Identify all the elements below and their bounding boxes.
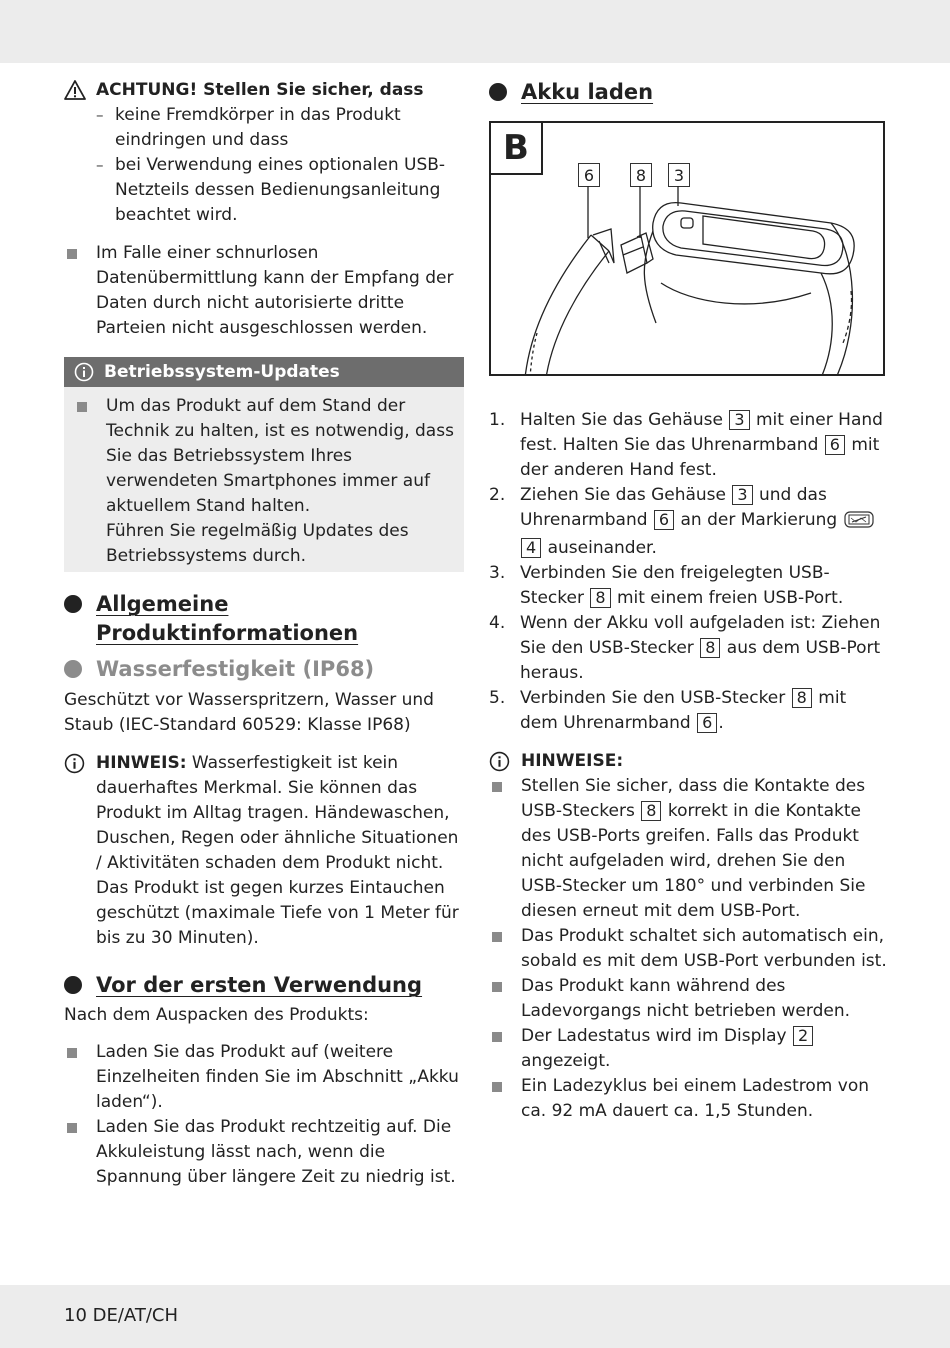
section-heading-water (64, 655, 464, 684)
list-item: Stellen Sie sicher, dass die Kontakte des USB-Steckers 8 korrekt in die Kontakte des USB-Ports greifen. Falls das Produkt nicht aufgeladen wird, drehen Sie den USB-Stecker um 180° und verbinden Sie diesen erneut mit dem USB-Port. (489, 774, 889, 924)
square-bullet-icon (67, 1123, 77, 1133)
list-item: Der Ladestatus wird im Display 2 angezeigt. (489, 1024, 889, 1074)
ref-number: 8 (792, 688, 812, 708)
left-column (64, 78, 464, 1190)
list-item: – keine Fremdkörper in das Produkt eindringen und dass (96, 103, 464, 153)
ref-number: 2 (793, 1026, 813, 1046)
square-bullet-icon (77, 402, 87, 412)
callout-6: 6 (578, 163, 600, 187)
circle-bullet-icon (64, 976, 82, 994)
warning-heading (64, 78, 464, 103)
heading-text: Vor der ersten Verwendung (96, 973, 423, 997)
heading-line: Produktinformationen (96, 621, 359, 645)
heading-text: Akku laden (521, 80, 654, 104)
list-item: 2. Ziehen Sie das Gehäuse 3 und das Uhrenarmband 6 an der Markierung 4 auseinander. (489, 483, 889, 561)
charging-steps (489, 408, 889, 736)
info-box-body (64, 387, 464, 572)
ref-number: 8 (700, 638, 720, 658)
warning-title: ACHTUNG! Stellen Sie sicher, dass (96, 80, 424, 100)
ref-number: 3 (732, 485, 752, 505)
note-text: Wasserfestigkeit ist kein dauerhaftes Merkmal. Sie können das Produkt im Alltag tragen. Händewaschen, Duschen, Regen oder ähnliche Situationen / Aktivitäten schaden dem Produkt nicht. Das Produkt ist gegen kurzes Eintauchen geschützt (maximale Tiefe von 1 Meter für bis zu 30 Minuten). (96, 753, 459, 948)
section-heading-general (64, 590, 464, 648)
callout-8: 8 (630, 163, 652, 187)
square-bullet-icon (492, 1032, 502, 1042)
circle-bullet-icon (64, 595, 82, 613)
ref-number: 6 (825, 435, 845, 455)
water-note (64, 751, 464, 951)
ref-number: 8 (590, 588, 610, 608)
notes-list (489, 774, 889, 1124)
square-bullet-icon (492, 982, 502, 992)
ref-number: 8 (641, 801, 661, 821)
ref-number: 4 (521, 538, 541, 558)
list-item: – bei Verwendung eines optionalen USB-Netzteils dessen Bedienungsanleitung beachtet wird. (96, 153, 464, 228)
info-icon (74, 362, 94, 382)
list-item: Das Produkt schaltet sich automatisch ein, sobald es mit dem USB-Port verbunden ist. (489, 924, 889, 974)
figure-b (489, 121, 885, 376)
first-use-list (64, 1040, 464, 1190)
figure-label: B (491, 123, 543, 175)
marking-icon (843, 511, 875, 536)
fitness-tracker-illustration (491, 123, 885, 376)
info-box-title: Betriebssystem-Updates (104, 362, 340, 382)
list-item: 5. Verbinden Sie den USB-Stecker 8 mit dem Uhrenarmband 6 . (489, 688, 847, 733)
callout-3: 3 (668, 163, 690, 187)
square-bullet-icon (67, 249, 77, 259)
list-item: Im Falle einer schnurlosen Datenübermittlung kann der Empfang der Daten durch nicht autorisierte dritte Parteien nicht ausgeschlossen werden. (64, 241, 464, 341)
heading-line: Allgemeine (96, 592, 229, 616)
warning-list (64, 103, 464, 228)
section-heading-first-use (64, 971, 464, 1000)
header-band (0, 0, 950, 63)
note-label: HINWEIS: (96, 753, 187, 773)
list-item: 3. Verbinden Sie den freigelegten USB-Stecker 8 mit einem freien USB-Port. (489, 563, 844, 608)
square-bullet-icon (492, 1082, 502, 1092)
info-icon (64, 753, 85, 782)
square-bullet-icon (492, 932, 502, 942)
page-number-footer: 10 DE/AT/CH (64, 1305, 179, 1326)
square-bullet-icon (492, 782, 502, 792)
notes-title: HINWEISE: (521, 751, 624, 771)
ref-number: 6 (697, 713, 717, 733)
right-column (489, 78, 889, 1124)
section-heading-charging (489, 78, 889, 107)
circle-bullet-icon (489, 83, 507, 101)
list-item: Ein Ladezyklus bei einem Ladestrom von ca. 92 mA dauert ca. 1,5 Stunden. (489, 1074, 889, 1124)
info-box (64, 357, 464, 572)
circle-bullet-icon (64, 660, 82, 678)
notes-heading (489, 749, 889, 774)
info-box-header (64, 357, 464, 387)
ref-number: 6 (654, 510, 674, 530)
wireless-note-list (64, 241, 464, 341)
ref-number: 3 (729, 410, 749, 430)
water-text: Geschützt vor Wasserspritzern, Wasser und Staub (IEC-Standard 60529: Klasse IP68) (64, 690, 434, 735)
list-item: 4. Wenn der Akku voll aufgeladen ist: Ziehen Sie den USB-Stecker 8 aus dem USB-Port heraus. (489, 613, 881, 683)
heading-text: Wasserfestigkeit (IP68) (96, 657, 375, 681)
first-use-intro: Nach dem Auspacken des Produkts: (64, 1005, 369, 1025)
list-item: Laden Sie das Produkt auf (weitere Einzelheiten finden Sie im Abschnitt „Akku laden“). (64, 1040, 464, 1115)
list-item: 1. Halten Sie das Gehäuse 3 mit einer Hand fest. Halten Sie das Uhrenarmband 6 mit der anderen Hand fest. (489, 410, 883, 480)
list-item: Das Produkt kann während des Ladevorgangs nicht betrieben werden. (489, 974, 889, 1024)
list-item: Laden Sie das Produkt rechtzeitig auf. Die Akkuleistung lässt nach, wenn die Spannung über längere Zeit zu niedrig ist. (64, 1115, 464, 1190)
list-item: Um das Produkt auf dem Stand der Technik zu halten, ist es notwendig, dass Sie das Betriebssystem Ihres verwendeten Smartphones immer auf aktuellem Stand halten. Führen Sie regelmäßig Updates des Betriebssystems durch. (74, 394, 454, 569)
warning-triangle-icon (64, 80, 86, 108)
square-bullet-icon (67, 1048, 77, 1058)
